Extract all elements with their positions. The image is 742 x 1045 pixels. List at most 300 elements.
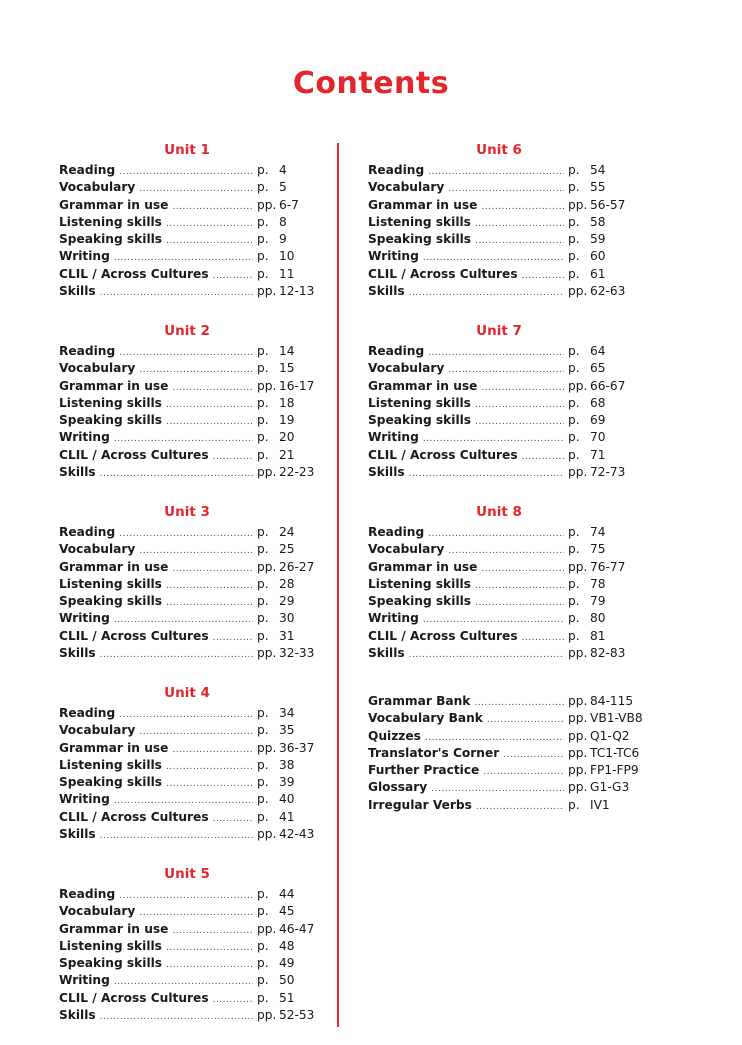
page-prefix: p. bbox=[257, 232, 269, 247]
entry-label: Skills bbox=[59, 284, 96, 299]
entry-label: Writing bbox=[368, 430, 419, 445]
entry-label: Irregular Verbs bbox=[368, 797, 472, 812]
dot-leader bbox=[100, 285, 253, 302]
page-prefix: p. bbox=[568, 214, 580, 229]
page-number: 6-7 bbox=[279, 197, 299, 212]
dot-leader bbox=[213, 449, 253, 466]
page-prefix: p. bbox=[257, 990, 269, 1005]
page-prefix: p. bbox=[257, 163, 269, 177]
page-prefix: p. bbox=[257, 266, 269, 281]
toc-entry bbox=[59, 197, 315, 214]
toc-entry bbox=[368, 593, 630, 610]
toc-entry bbox=[368, 360, 630, 377]
page-number: 79 bbox=[590, 594, 606, 609]
toc-entry bbox=[368, 628, 630, 645]
entry-label: CLIL / Across Cultures bbox=[59, 628, 209, 643]
page-number: 70 bbox=[590, 430, 606, 445]
toc-entry bbox=[59, 541, 315, 558]
page-prefix: pp. bbox=[257, 378, 277, 393]
toc-entry bbox=[59, 593, 315, 610]
toc-entry bbox=[59, 722, 315, 739]
entry-label: Writing bbox=[59, 249, 110, 264]
page-number: VB1-VB8 bbox=[590, 711, 643, 726]
page-number: 38 bbox=[279, 757, 295, 772]
entry-label: Skills bbox=[368, 646, 405, 661]
page-number: 71 bbox=[590, 447, 606, 462]
page-number: 28 bbox=[279, 576, 295, 591]
page-prefix: pp. bbox=[257, 197, 277, 212]
toc-entry bbox=[59, 559, 315, 576]
toc-entry bbox=[368, 395, 630, 412]
entry-label: Skills bbox=[59, 1008, 96, 1023]
page-number: 36-37 bbox=[279, 740, 315, 755]
toc-entry bbox=[368, 779, 630, 796]
entry-label: Reading bbox=[368, 525, 425, 539]
dot-leader bbox=[409, 647, 564, 664]
page-number: 39 bbox=[279, 775, 295, 790]
toc-entry bbox=[59, 214, 315, 231]
entry-label: Grammar in use bbox=[59, 197, 169, 212]
page-prefix: p. bbox=[568, 797, 580, 812]
page-prefix: p. bbox=[257, 706, 269, 720]
page-number: 30 bbox=[279, 611, 295, 626]
page-number: 64 bbox=[590, 344, 606, 358]
toc-entry bbox=[59, 903, 315, 920]
toc-entry bbox=[59, 610, 315, 627]
toc-entry bbox=[59, 266, 315, 283]
entry-label: Speaking skills bbox=[59, 413, 163, 428]
page-number: 68 bbox=[590, 395, 606, 410]
page-prefix: pp. bbox=[257, 921, 277, 936]
toc-entry bbox=[368, 728, 630, 745]
dot-leader bbox=[172, 923, 253, 940]
dot-leader bbox=[428, 345, 564, 362]
page-number: 54 bbox=[590, 163, 606, 177]
toc-entry bbox=[59, 447, 315, 464]
page-prefix: pp. bbox=[257, 465, 277, 480]
toc-entry bbox=[368, 762, 639, 779]
entry-label: Vocabulary bbox=[59, 904, 136, 919]
entry-label: Grammar in use bbox=[59, 559, 169, 574]
entry-label: CLIL / Across Cultures bbox=[368, 628, 518, 643]
unit-heading: Unit 3 bbox=[164, 504, 210, 520]
unit-section bbox=[368, 321, 630, 502]
entry-label: Listening skills bbox=[59, 757, 162, 772]
page-prefix: pp. bbox=[257, 284, 277, 299]
page-prefix: pp. bbox=[568, 711, 588, 726]
page-number: 22-23 bbox=[279, 465, 315, 480]
page-number: G1-G3 bbox=[590, 780, 630, 795]
toc-entry bbox=[59, 378, 315, 395]
page-prefix: p. bbox=[568, 447, 580, 462]
page-prefix: p. bbox=[257, 214, 269, 229]
entry-label: Listening skills bbox=[368, 395, 471, 410]
dot-leader bbox=[475, 397, 564, 414]
page-prefix: pp. bbox=[568, 197, 588, 212]
page-prefix: p. bbox=[568, 344, 580, 358]
page-prefix: p. bbox=[568, 395, 580, 410]
toc-entry bbox=[368, 610, 630, 627]
page-prefix: pp. bbox=[568, 465, 588, 480]
page-prefix: p. bbox=[257, 576, 269, 591]
entry-label: Vocabulary bbox=[59, 180, 136, 195]
unit-heading: Unit 6 bbox=[476, 142, 522, 158]
dot-leader bbox=[213, 992, 253, 1009]
toc-entry bbox=[368, 745, 640, 762]
entry-label: Reading bbox=[368, 344, 425, 358]
entry-label: Skills bbox=[59, 465, 96, 480]
entry-label: Grammar in use bbox=[368, 197, 478, 212]
toc-entry bbox=[368, 576, 630, 593]
dot-leader bbox=[213, 630, 253, 647]
entry-label: Glossary bbox=[368, 780, 428, 795]
page-number: 81 bbox=[590, 628, 606, 643]
entry-label: Listening skills bbox=[368, 214, 471, 229]
page-number: 32-33 bbox=[279, 646, 315, 661]
dot-leader bbox=[119, 164, 253, 181]
page-prefix: pp. bbox=[257, 1008, 277, 1023]
dot-leader bbox=[119, 526, 253, 543]
dot-leader bbox=[409, 466, 564, 483]
dot-leader bbox=[476, 799, 564, 816]
toc-entry bbox=[368, 693, 634, 710]
toc-entry bbox=[368, 197, 630, 214]
page-number: 55 bbox=[590, 180, 606, 195]
page-number: 65 bbox=[590, 361, 606, 376]
entry-label: Speaking skills bbox=[59, 594, 163, 609]
page-prefix: p. bbox=[568, 594, 580, 609]
dot-leader bbox=[522, 268, 564, 285]
entry-label: Reading bbox=[59, 344, 116, 358]
entry-label: Reading bbox=[59, 706, 116, 720]
toc-entry bbox=[368, 710, 643, 727]
page-prefix: p. bbox=[568, 180, 580, 195]
toc-entry bbox=[59, 826, 315, 843]
unit-section bbox=[59, 321, 315, 502]
page-prefix: p. bbox=[257, 723, 269, 738]
page-prefix: p. bbox=[257, 395, 269, 410]
right-units bbox=[368, 140, 630, 683]
entry-label: Grammar in use bbox=[368, 559, 478, 574]
page-prefix: pp. bbox=[257, 827, 277, 842]
page-number: 74 bbox=[590, 525, 606, 539]
dot-leader bbox=[409, 285, 564, 302]
entry-label: Vocabulary bbox=[59, 542, 136, 557]
toc-entry bbox=[59, 645, 315, 662]
dot-leader bbox=[487, 712, 564, 729]
entry-label: Vocabulary Bank bbox=[368, 711, 483, 726]
page-prefix: p. bbox=[257, 525, 269, 539]
page-prefix: p. bbox=[257, 757, 269, 772]
page-prefix: pp. bbox=[568, 745, 588, 760]
page-prefix: p. bbox=[568, 611, 580, 626]
page-number: 52-53 bbox=[279, 1008, 315, 1023]
page-number: 4 bbox=[279, 163, 287, 177]
page-number: 42-43 bbox=[279, 827, 315, 842]
page-title: Contents bbox=[292, 66, 450, 101]
unit-heading: Unit 7 bbox=[476, 323, 522, 339]
toc-entry bbox=[59, 412, 315, 429]
entry-label: Vocabulary bbox=[368, 542, 445, 557]
page-number: 26-27 bbox=[279, 559, 315, 574]
page-prefix: pp. bbox=[568, 728, 588, 743]
toc-entry bbox=[59, 395, 315, 412]
appendix-list bbox=[368, 693, 643, 814]
dot-leader bbox=[166, 397, 253, 414]
entry-label: Writing bbox=[59, 792, 110, 807]
unit-section bbox=[59, 683, 315, 864]
toc-entry bbox=[368, 412, 630, 429]
page-number: 82-83 bbox=[590, 646, 626, 661]
dot-leader bbox=[100, 828, 253, 845]
toc-entry bbox=[59, 955, 315, 972]
dot-leader bbox=[100, 1009, 253, 1026]
toc-entry bbox=[59, 740, 315, 757]
page-prefix: p. bbox=[257, 938, 269, 953]
entry-label: Reading bbox=[59, 525, 116, 539]
unit-heading: Unit 4 bbox=[164, 685, 210, 701]
page-number: Q1-Q2 bbox=[590, 728, 630, 743]
entry-label: Speaking skills bbox=[368, 232, 472, 247]
page-number: 20 bbox=[279, 430, 295, 445]
page-number: 31 bbox=[279, 628, 295, 643]
dot-leader bbox=[503, 747, 564, 764]
entry-label: Skills bbox=[59, 827, 96, 842]
contents-left-column bbox=[59, 140, 315, 1045]
dot-leader bbox=[474, 695, 564, 712]
page-number: 14 bbox=[279, 344, 295, 358]
entry-label: Speaking skills bbox=[59, 775, 163, 790]
dot-leader bbox=[213, 811, 253, 828]
page-prefix: p. bbox=[257, 904, 269, 919]
page-number: 66-67 bbox=[590, 378, 626, 393]
dot-leader bbox=[166, 414, 253, 431]
dot-leader bbox=[475, 595, 564, 612]
unit-heading: Unit 8 bbox=[476, 504, 522, 520]
toc-entry bbox=[59, 791, 315, 808]
page-number: 29 bbox=[279, 594, 295, 609]
entry-label: Vocabulary bbox=[368, 361, 445, 376]
unit-section bbox=[59, 502, 315, 683]
page-number: 21 bbox=[279, 447, 295, 462]
page-number: 15 bbox=[279, 361, 295, 376]
page-number: FP1-FP9 bbox=[590, 763, 639, 778]
page-prefix: p. bbox=[257, 887, 269, 901]
dot-leader bbox=[100, 466, 253, 483]
toc-entry bbox=[59, 179, 315, 196]
page-number: 48 bbox=[279, 938, 295, 953]
toc-entry bbox=[59, 628, 315, 645]
page-number: 49 bbox=[279, 956, 295, 971]
page-prefix: pp. bbox=[568, 646, 588, 661]
unit-section bbox=[368, 502, 630, 683]
toc-entry bbox=[59, 990, 315, 1007]
page-prefix: p. bbox=[257, 249, 269, 264]
toc-entry bbox=[59, 774, 315, 791]
page-prefix: p. bbox=[568, 361, 580, 376]
page-number: 16-17 bbox=[279, 378, 315, 393]
toc-entry bbox=[368, 464, 630, 481]
dot-leader bbox=[172, 380, 253, 397]
page-prefix: p. bbox=[568, 542, 580, 557]
dot-leader bbox=[481, 561, 564, 578]
page-number: 18 bbox=[279, 395, 295, 410]
entry-label: Grammar in use bbox=[59, 378, 169, 393]
page-number: 59 bbox=[590, 232, 606, 247]
page-prefix: p. bbox=[568, 628, 580, 643]
page-number: 5 bbox=[279, 180, 287, 195]
toc-entry bbox=[368, 343, 630, 360]
toc-entry bbox=[59, 464, 315, 481]
toc-entry bbox=[59, 429, 315, 446]
toc-entry bbox=[368, 541, 630, 558]
dot-leader bbox=[119, 888, 253, 905]
page-number: 69 bbox=[590, 413, 606, 428]
entry-label: Grammar in use bbox=[59, 921, 169, 936]
entry-label: Grammar Bank bbox=[368, 694, 471, 708]
dot-leader bbox=[166, 940, 253, 957]
page-prefix: pp. bbox=[568, 378, 588, 393]
toc-entry bbox=[59, 524, 315, 541]
entry-label: Vocabulary bbox=[59, 361, 136, 376]
page-prefix: p. bbox=[568, 163, 580, 177]
entry-label: Speaking skills bbox=[59, 232, 163, 247]
page-number: 46-47 bbox=[279, 921, 315, 936]
page-prefix: p. bbox=[568, 232, 580, 247]
page-number: 11 bbox=[279, 266, 295, 281]
toc-entry bbox=[59, 809, 315, 826]
toc-entry bbox=[59, 360, 315, 377]
page-number: 60 bbox=[590, 249, 606, 264]
dot-leader bbox=[522, 630, 564, 647]
page-prefix: p. bbox=[568, 576, 580, 591]
page-prefix: pp. bbox=[568, 694, 588, 708]
entry-label: CLIL / Across Cultures bbox=[368, 447, 518, 462]
page-number: 76-77 bbox=[590, 559, 626, 574]
toc-entry bbox=[59, 886, 315, 903]
page-number: 10 bbox=[279, 249, 295, 264]
entry-label: CLIL / Across Cultures bbox=[368, 266, 518, 281]
page-prefix: p. bbox=[257, 413, 269, 428]
dot-leader bbox=[428, 164, 564, 181]
entry-label: Skills bbox=[368, 284, 405, 299]
toc-entry bbox=[59, 231, 315, 248]
entry-label: Reading bbox=[59, 887, 116, 901]
page-prefix: p. bbox=[257, 628, 269, 643]
page-prefix: pp. bbox=[257, 646, 277, 661]
entry-label: Speaking skills bbox=[368, 594, 472, 609]
page-prefix: p. bbox=[568, 266, 580, 281]
entry-label: Listening skills bbox=[59, 214, 162, 229]
unit-heading: Unit 5 bbox=[164, 866, 210, 882]
toc-entry bbox=[59, 162, 315, 179]
column-divider bbox=[337, 143, 339, 1027]
entry-label: Listening skills bbox=[59, 395, 162, 410]
page-number: 80 bbox=[590, 611, 606, 626]
dot-leader bbox=[172, 561, 253, 578]
unit-heading: Unit 1 bbox=[164, 142, 210, 158]
dot-leader bbox=[166, 595, 253, 612]
page-number: 58 bbox=[590, 214, 606, 229]
page-prefix: p. bbox=[257, 956, 269, 971]
page-prefix: pp. bbox=[568, 284, 588, 299]
dot-leader bbox=[475, 578, 564, 595]
toc-entry bbox=[368, 231, 630, 248]
dot-leader bbox=[481, 380, 564, 397]
page-number: 84-115 bbox=[590, 694, 634, 708]
entry-label: Grammar in use bbox=[59, 740, 169, 755]
toc-entry bbox=[368, 645, 630, 662]
page-number: 24 bbox=[279, 525, 295, 539]
page-number: 75 bbox=[590, 542, 606, 557]
dot-leader bbox=[166, 216, 253, 233]
toc-entry bbox=[368, 283, 630, 300]
entry-label: Speaking skills bbox=[368, 413, 472, 428]
entry-label: Reading bbox=[368, 163, 425, 177]
toc-entry bbox=[59, 343, 315, 360]
toc-entry bbox=[59, 972, 315, 989]
page-number: 9 bbox=[279, 232, 287, 247]
unit-section bbox=[368, 140, 630, 321]
page-number: 72-73 bbox=[590, 465, 626, 480]
page-prefix: p. bbox=[568, 249, 580, 264]
entry-label: Vocabulary bbox=[59, 723, 136, 738]
entry-label: Listening skills bbox=[59, 576, 162, 591]
entry-label: Grammar in use bbox=[368, 378, 478, 393]
toc-entry bbox=[368, 162, 630, 179]
contents-right-column bbox=[368, 140, 643, 814]
page-number: 41 bbox=[279, 809, 295, 824]
entry-label: Writing bbox=[368, 611, 419, 626]
page-prefix: p. bbox=[257, 430, 269, 445]
dot-leader bbox=[172, 742, 253, 759]
toc-entry bbox=[59, 705, 315, 722]
dot-leader bbox=[213, 268, 253, 285]
dot-leader bbox=[475, 233, 564, 250]
page-prefix: p. bbox=[257, 611, 269, 626]
page-prefix: p. bbox=[257, 809, 269, 824]
page-prefix: p. bbox=[568, 525, 580, 539]
page-prefix: pp. bbox=[568, 780, 588, 795]
toc-entry bbox=[368, 797, 630, 814]
dot-leader bbox=[166, 759, 253, 776]
entry-label: Listening skills bbox=[59, 938, 162, 953]
entry-label: Vocabulary bbox=[368, 180, 445, 195]
page-number: 34 bbox=[279, 706, 295, 720]
toc-entry bbox=[368, 248, 630, 265]
page-number: 51 bbox=[279, 990, 295, 1005]
toc-entry bbox=[368, 524, 630, 541]
page-prefix: p. bbox=[257, 542, 269, 557]
page-prefix: pp. bbox=[257, 740, 277, 755]
entry-label: Skills bbox=[59, 646, 96, 661]
dot-leader bbox=[166, 578, 253, 595]
page-number: 56-57 bbox=[590, 197, 626, 212]
page-number: 25 bbox=[279, 542, 295, 557]
entry-label: CLIL / Across Cultures bbox=[59, 447, 209, 462]
page-number: IV1 bbox=[590, 797, 610, 812]
page-prefix: pp. bbox=[568, 763, 588, 778]
dot-leader bbox=[172, 199, 253, 216]
entry-label: Further Practice bbox=[368, 763, 480, 778]
entry-label: Writing bbox=[59, 430, 110, 445]
entry-label: Quizzes bbox=[368, 728, 421, 743]
page-prefix: p. bbox=[257, 447, 269, 462]
dot-leader bbox=[475, 414, 564, 431]
entry-label: Writing bbox=[59, 611, 110, 626]
entry-label: Reading bbox=[59, 163, 116, 177]
page-number: 62-63 bbox=[590, 284, 626, 299]
